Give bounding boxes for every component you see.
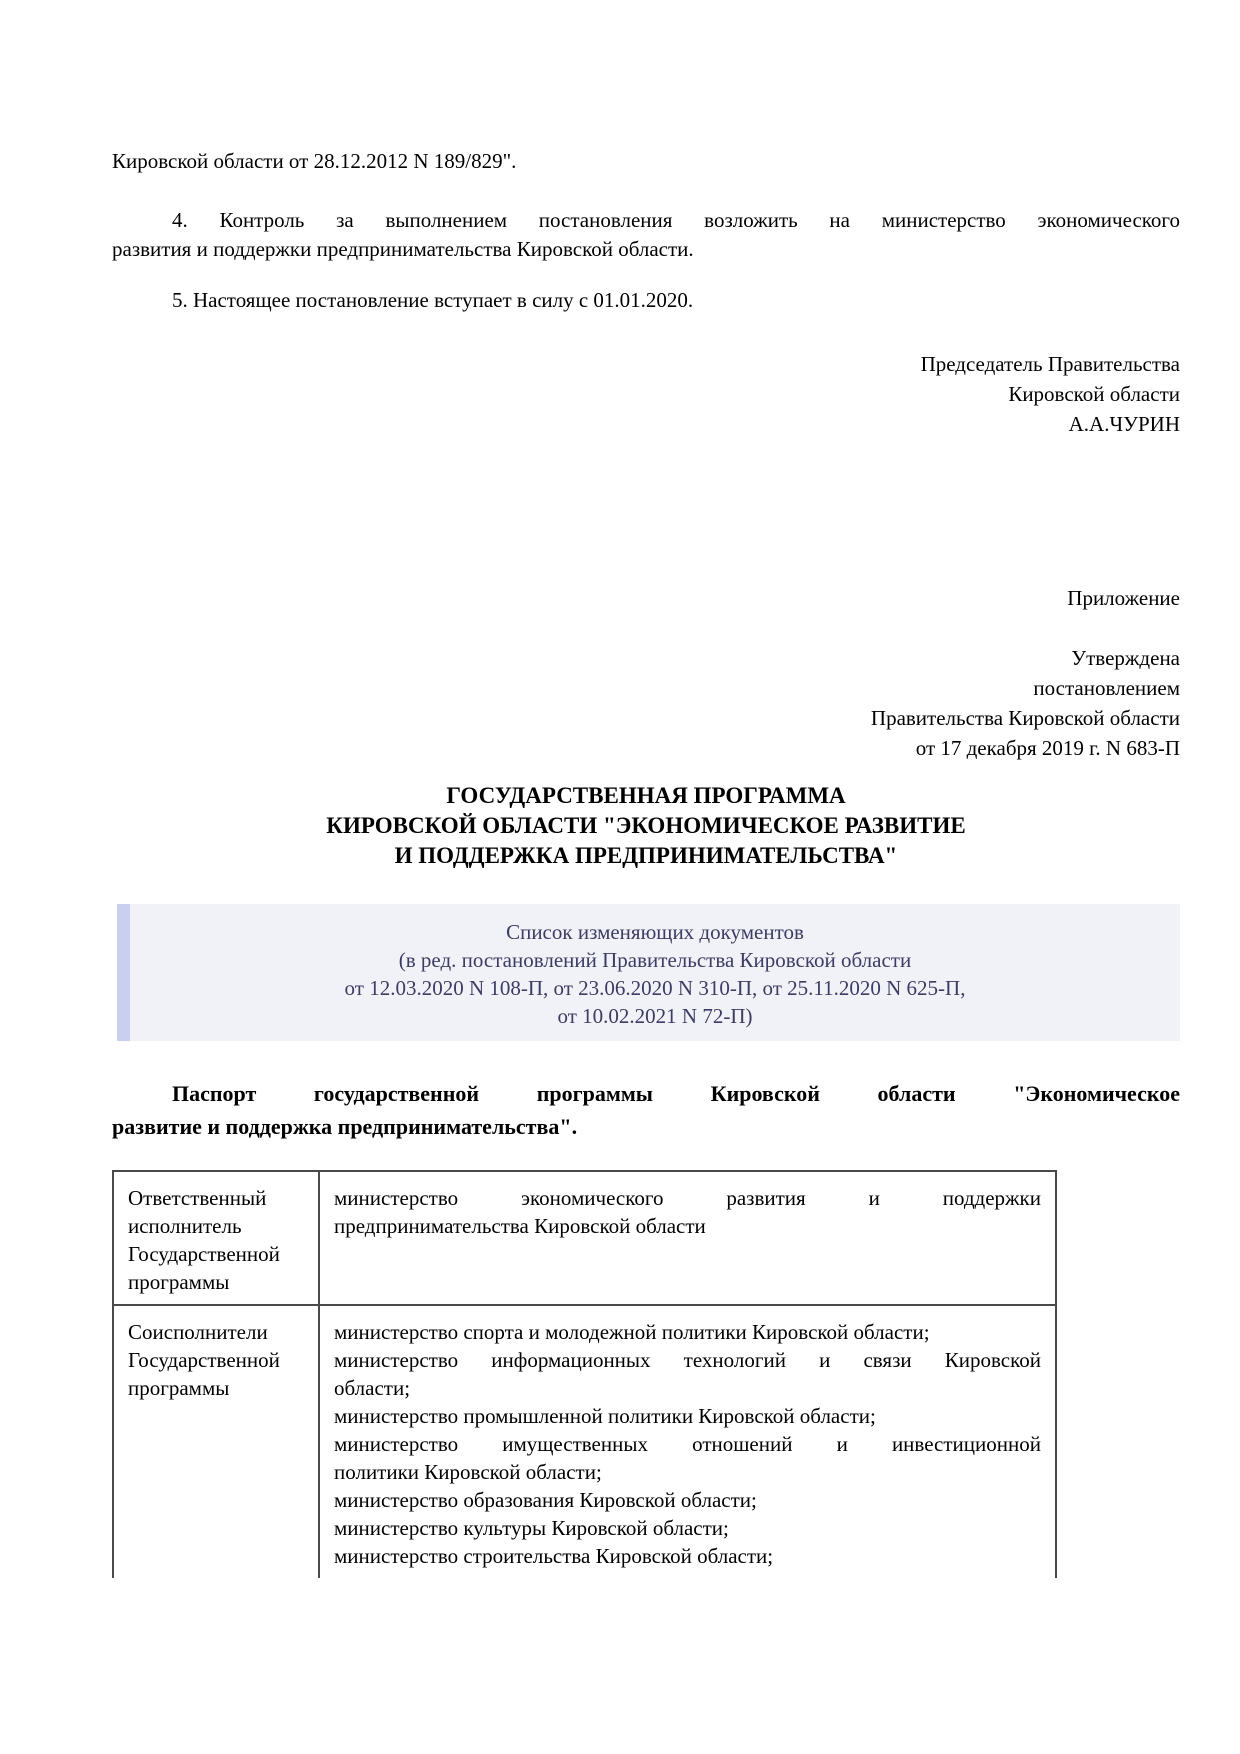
- responsible-executor-line-2: предпринимательства Кировской области: [334, 1214, 706, 1238]
- passport-heading-line-1: Паспорт государственной программы Кировской области "Экономическое: [172, 1081, 1180, 1106]
- co-executor-item: области;: [334, 1376, 411, 1400]
- signature-block: [112, 349, 1180, 439]
- paragraph-4: [112, 206, 1180, 264]
- paragraph-5: 5. Настоящее постановление вступает в силу с 01.01.2020.: [172, 288, 694, 312]
- approval-line-3: Правительства Кировской области: [870, 706, 1180, 730]
- co-executor-item: министерство строительства Кировской области;: [334, 1544, 774, 1568]
- document-title-line-1: ГОСУДАРСТВЕННАЯ ПРОГРАММА: [446, 783, 846, 808]
- co-executor-item: политики Кировской области;: [334, 1460, 602, 1484]
- table-cell-value: [319, 1171, 1056, 1305]
- amendments-box: [117, 904, 1180, 1041]
- approval-line-4: от 17 декабря 2019 г. N 683-П: [915, 736, 1180, 760]
- document-title-line-2: КИРОВСКОЙ ОБЛАСТИ "ЭКОНОМИЧЕСКОЕ РАЗВИТИЕ: [326, 813, 966, 838]
- co-executor-item: министерство промышленной политики Кировской области;: [334, 1404, 876, 1428]
- passport-heading: [112, 1077, 1180, 1143]
- co-executor-item: министерство имущественных отношений и инвестиционной: [334, 1432, 1041, 1456]
- signature-name: А.А.ЧУРИН: [1068, 412, 1180, 436]
- table-cell-value: [319, 1305, 1056, 1578]
- approval-line-2: постановлением: [1033, 676, 1180, 700]
- approval-line-1: Утверждена: [1071, 646, 1180, 670]
- responsible-executor-line-1: министерство экономического развития и поддержки: [334, 1186, 1041, 1210]
- passport-table: [112, 1170, 1057, 1578]
- table-cell-label: Соисполнители Государственной программы: [113, 1305, 319, 1578]
- intro-continuation-line: Кировской области от 28.12.2012 N 189/829".: [112, 149, 517, 173]
- document-title-line-3: И ПОДДЕРЖКА ПРЕДПРИНИМАТЕЛЬСТВА": [394, 843, 898, 868]
- document-content: [0, 147, 1240, 1578]
- co-executor-item: министерство образования Кировской области;: [334, 1488, 757, 1512]
- amendments-box-line-4: от 10.02.2021 N 72-П): [557, 1004, 753, 1028]
- approval-block: [112, 643, 1180, 763]
- co-executor-item: министерство спорта и молодежной политики Кировской области;: [334, 1320, 930, 1344]
- signature-position: Председатель Правительства: [920, 352, 1180, 376]
- table-row-responsible-executor: [113, 1171, 1056, 1305]
- amendments-box-line-2: (в ред. постановлений Правительства Кировской области: [398, 948, 912, 972]
- paragraph-4-line-2: развития и поддержки предпринимательства Кировской области.: [112, 237, 694, 261]
- co-executor-item: министерство культуры Кировской области;: [334, 1516, 729, 1540]
- co-executor-item: министерство информационных технологий и связи Кировской: [334, 1348, 1041, 1372]
- table-cell-label: Ответственный исполнитель Государственной программы: [113, 1171, 319, 1305]
- annex-label: Приложение: [1067, 586, 1180, 610]
- table-row-co-executors: [113, 1305, 1056, 1578]
- paragraph-4-line-1: 4. Контроль за выполнением постановления возложить на министерство экономического: [172, 208, 1180, 232]
- passport-heading-line-2: развитие и поддержка предпринимательства".: [112, 1114, 578, 1139]
- amendments-box-line-3: от 12.03.2020 N 108-П, от 23.06.2020 N 310-П, от 25.11.2020 N 625-П,: [344, 976, 966, 1000]
- document-title: [112, 781, 1180, 871]
- amendments-box-heading: Список изменяющих документов: [506, 920, 804, 944]
- signature-region: Кировской области: [1008, 382, 1180, 406]
